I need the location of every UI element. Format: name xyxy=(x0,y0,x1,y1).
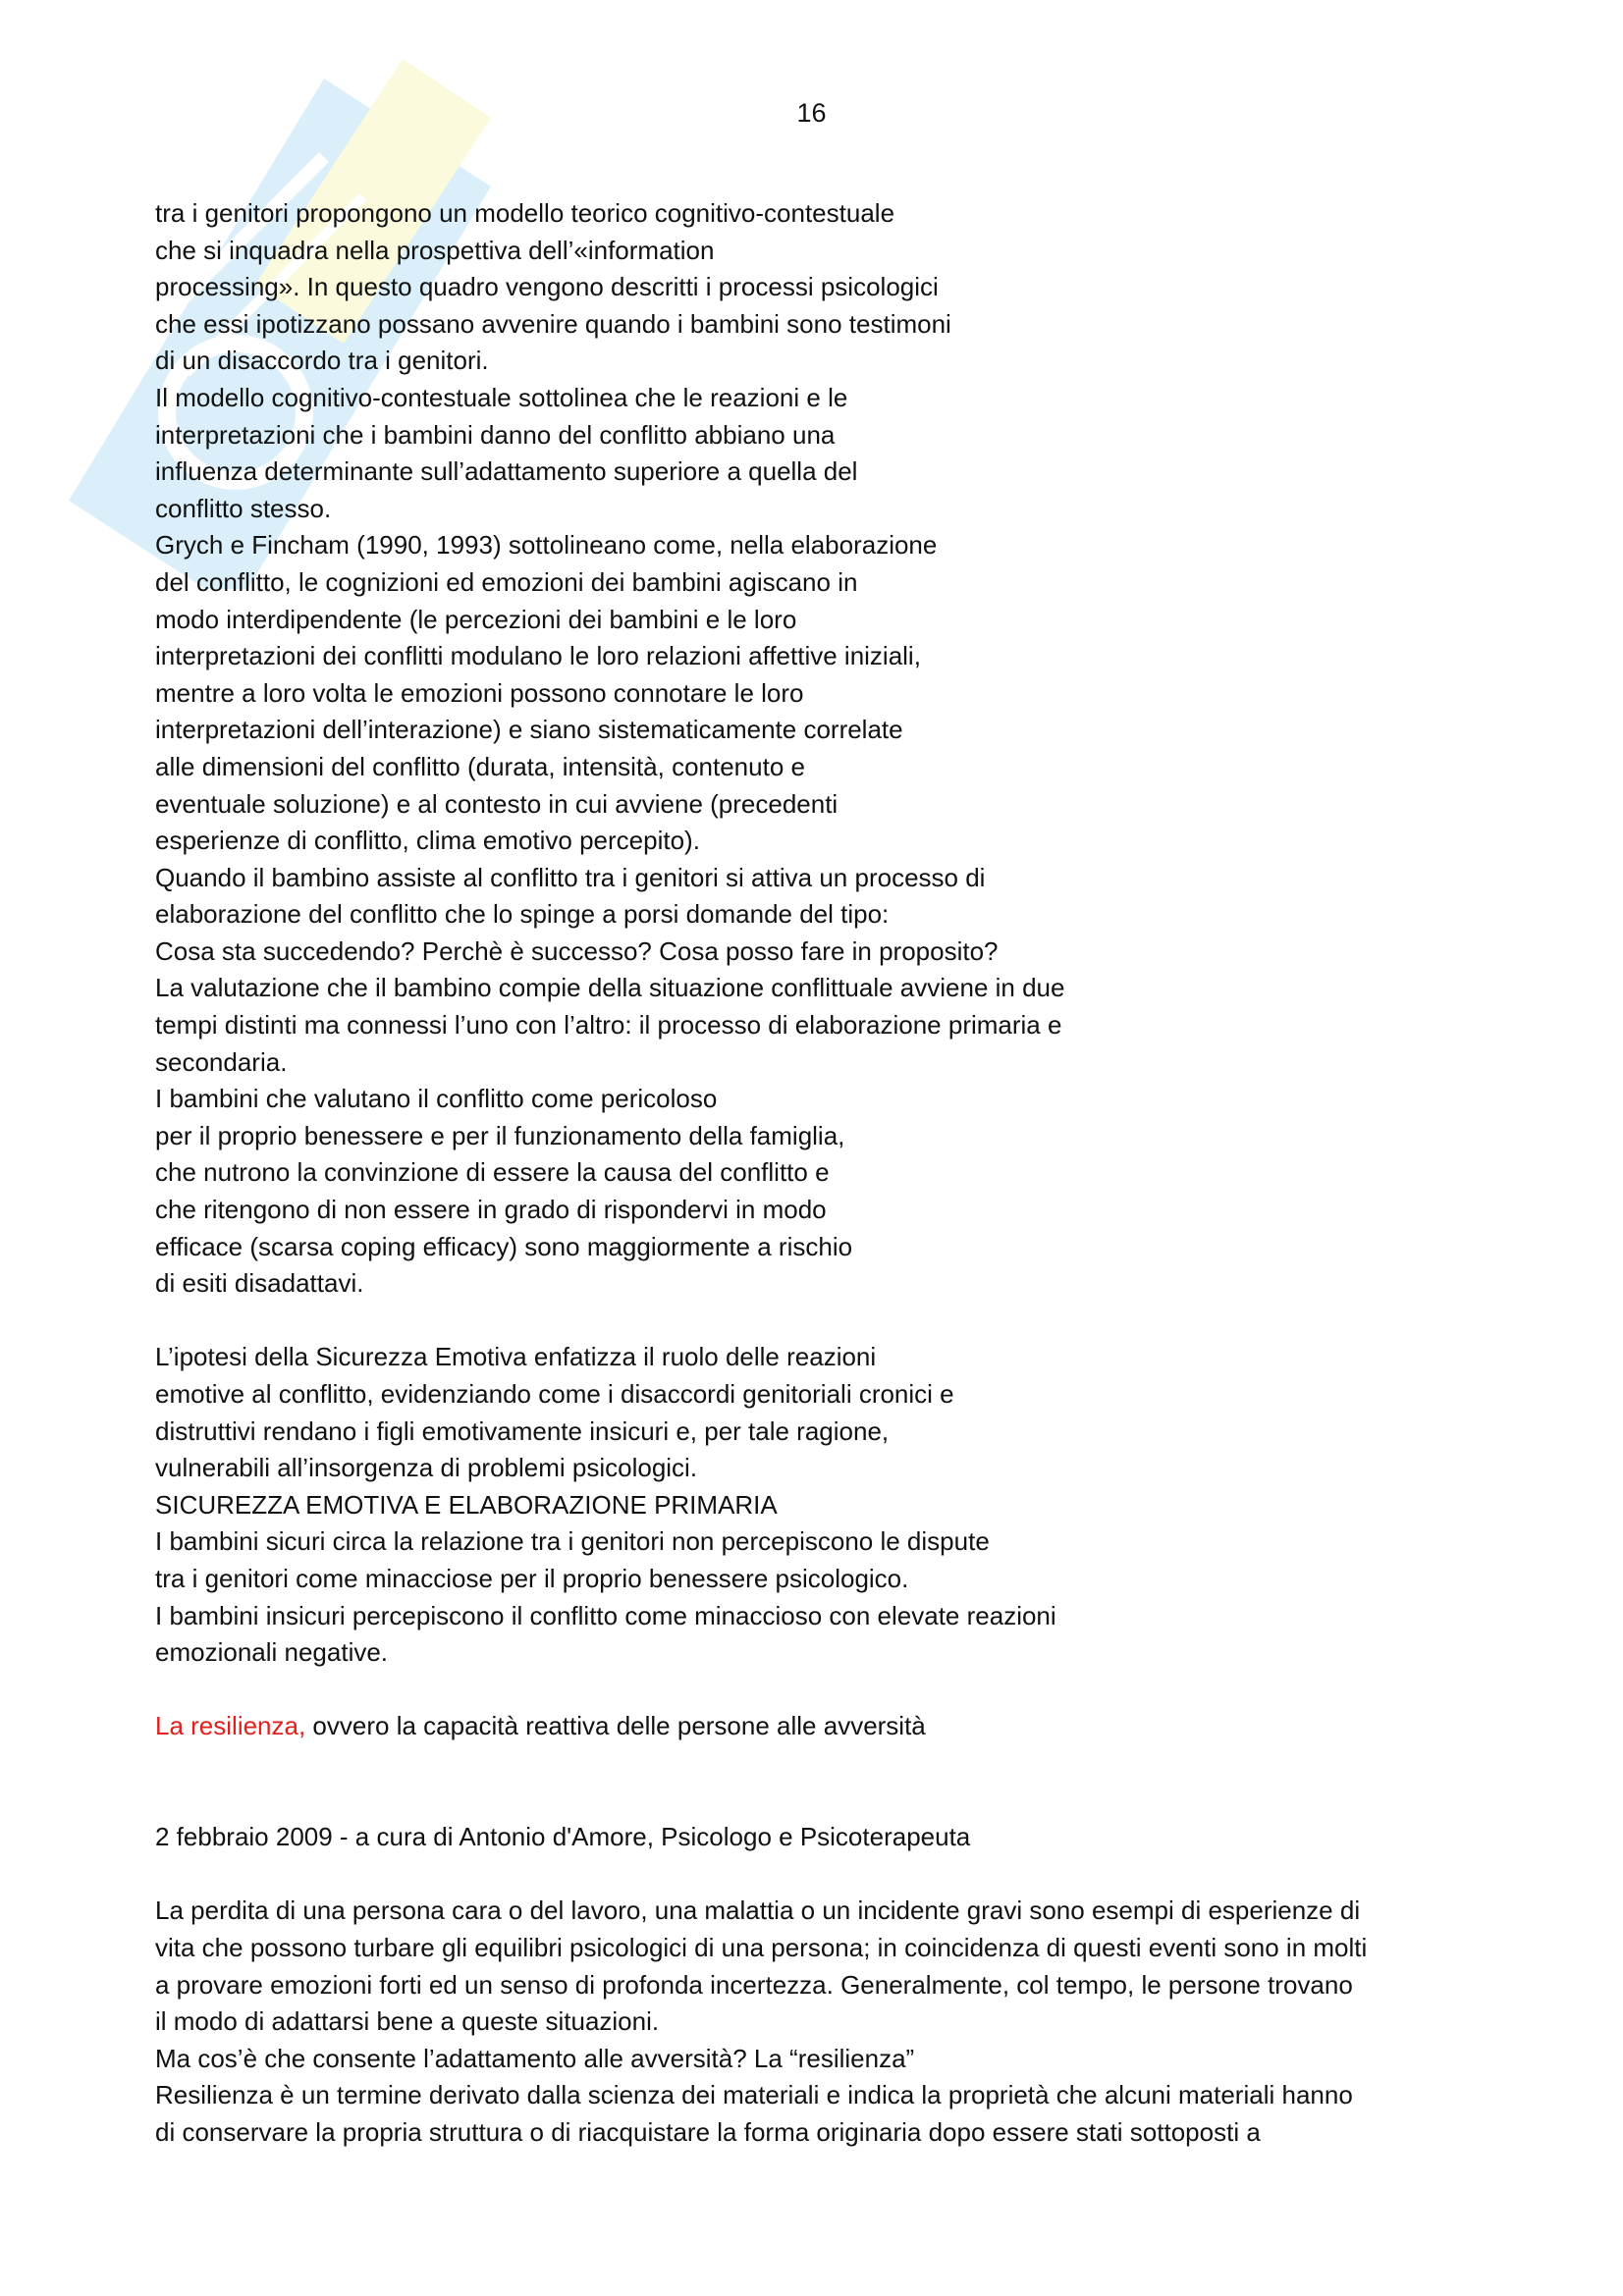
text-line: a provare emozioni forti ed un senso di profonda incertezza. Generalmente, col tempo, le persone trovano xyxy=(155,1969,1353,2000)
text-line: elaborazione del conflitto che lo spinge a porsi domande del tipo: xyxy=(155,899,890,930)
text-line: Il modello cognitivo-contestuale sottolinea che le reazioni e le xyxy=(155,382,848,412)
text-line: per il proprio benessere e per il funzionamento della famiglia, xyxy=(155,1120,845,1150)
text-line: conflitto stesso. xyxy=(155,493,332,523)
text-line: efficace (scarsa coping efficacy) sono maggiormente a rischio xyxy=(155,1231,853,1261)
text-line: di conservare la propria struttura o di riacquistare la forma originaria dopo essere stati sottoposti a xyxy=(155,2116,1261,2147)
text-line: interpretazioni che i bambini danno del conflitto abbiano una xyxy=(155,419,836,450)
text-line: vulnerabili all’insorgenza di problemi psicologici. xyxy=(155,1453,698,1483)
paragraph-resilience xyxy=(155,1893,1530,2151)
text-line: La valutazione che il bambino compie della situazione conflittuale avviene in due xyxy=(155,973,1065,1003)
text-line: I bambini insicuri percepiscono il conflitto come minaccioso con elevate reazioni xyxy=(155,1600,1056,1630)
text-line: interpretazioni dell’interazione) e siano sistematicamente correlate xyxy=(155,715,903,745)
resilience-heading-rest: ovvero la capacità reattiva delle persone alle avversità xyxy=(305,1711,926,1741)
text-line: emotive al conflitto, evidenziando come i disaccordi genitoriali cronici e xyxy=(155,1379,954,1409)
text-line: influenza determinante sull’adattamento superiore a quella del xyxy=(155,456,858,487)
text-line: interpretazioni dei conflitti modulano le loro relazioni affettive iniziali, xyxy=(155,641,921,671)
text-line: esperienze di conflitto, clima emotivo percepito). xyxy=(155,826,700,856)
text-line: processing». In questo quadro vengono descritti i processi psicologici xyxy=(155,272,939,302)
paragraph-spacer xyxy=(155,1783,1530,1820)
paragraph-spacer xyxy=(155,1856,1530,1894)
paragraph-emotional-security xyxy=(155,1339,1530,1671)
text-line: vita che possono turbare gli equilibri psicologici di una persona; in coincidenza di questi eventi sono in molti xyxy=(155,1932,1368,1962)
text-line: Resilienza è un termine derivato dalla scienza dei materiali e indica la proprietà che alcuni materiali hanno xyxy=(155,2080,1353,2110)
paragraph-spacer xyxy=(155,1745,1530,1783)
page-number: 16 xyxy=(796,98,827,128)
text-line: che essi ipotizzano possano avvenire quando i bambini sono testimoni xyxy=(155,308,951,339)
text-line: distruttivi rendano i figli emotivamente insicuri e, per tale ragione, xyxy=(155,1415,890,1446)
text-line: che ritengono di non essere in grado di rispondervi in modo xyxy=(155,1195,827,1225)
resilience-heading xyxy=(155,1708,1530,1745)
text-line: Cosa sta succedendo? Perchè è successo? Cosa posso fare in proposito? xyxy=(155,935,999,966)
text-line: che nutrono la convinzione di essere la causa del conflitto e xyxy=(155,1157,830,1188)
article-byline: 2 febbraio 2009 - a cura di Antonio d'Amore, Psicologo e Psicoterapeuta xyxy=(155,1822,971,1852)
text-line: che si inquadra nella prospettiva dell’«information xyxy=(155,235,715,265)
body-text xyxy=(155,195,1530,2151)
text-line: tra i genitori come minacciose per il proprio benessere psicologico. xyxy=(155,1563,909,1593)
text-line: del conflitto, le cognizioni ed emozioni dei bambini agiscano in xyxy=(155,566,858,597)
text-line: alle dimensioni del conflitto (durata, intensità, contenuto e xyxy=(155,751,805,781)
text-line: emozionali negative. xyxy=(155,1637,389,1668)
paragraph-spacer xyxy=(155,1672,1530,1709)
text-line: Ma cos’è che consente l’adattamento alle avversità? La “resilienza” xyxy=(155,2043,915,2073)
text-line: tra i genitori propongono un modello teorico cognitivo-contestuale xyxy=(155,198,895,228)
text-line: I bambini che valutano il conflitto come pericoloso xyxy=(155,1084,718,1114)
text-line: Quando il bambino assiste al conflitto tra i genitori si attiva un processo di xyxy=(155,862,986,892)
text-line: mentre a loro volta le emozioni possono connotare le loro xyxy=(155,677,804,708)
text-line: di esiti disadattavi. xyxy=(155,1268,364,1299)
paragraph-cognitive-model xyxy=(155,195,1530,1303)
text-line: secondaria. xyxy=(155,1046,288,1077)
text-line: L’ipotesi della Sicurezza Emotiva enfatizza il ruolo delle reazioni xyxy=(155,1342,877,1372)
text-line: il modo di adattarsi bene a queste situazioni. xyxy=(155,2006,660,2037)
text-line: eventuale soluzione) e al contesto in cui avviene (precedenti xyxy=(155,788,839,819)
text-line: modo interdipendente (le percezioni dei bambini e le loro xyxy=(155,604,797,634)
text-line: di un disaccordo tra i genitori. xyxy=(155,346,489,376)
paragraph-spacer xyxy=(155,1303,1530,1340)
text-line: tempi distinti ma connessi l’uno con l’altro: il processo di elaborazione primaria e xyxy=(155,1010,1062,1041)
text-line: I bambini sicuri circa la relazione tra i genitori non percepiscono le dispute xyxy=(155,1526,990,1557)
resilience-highlight: La resilienza, xyxy=(155,1711,306,1741)
text-line: Grych e Fincham (1990, 1993) sottolineano come, nella elaborazione xyxy=(155,530,938,561)
text-line: La perdita di una persona cara o del lavoro, una malattia o un incidente gravi sono esempi di esperienze di xyxy=(155,1896,1361,1926)
section-heading: SICUREZZA EMOTIVA E ELABORAZIONE PRIMARIA xyxy=(155,1489,778,1520)
